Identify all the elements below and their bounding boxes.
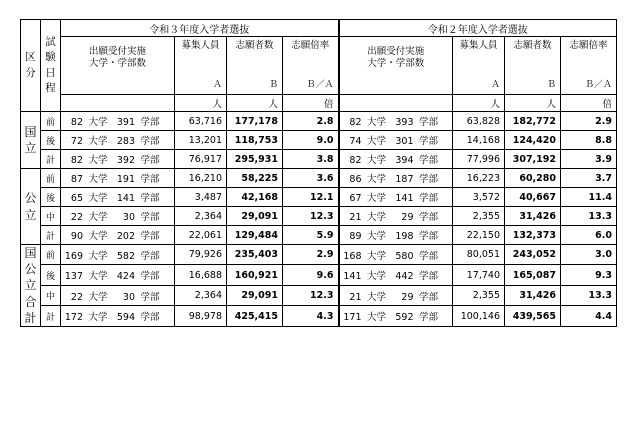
faculty-count: 283 [116,136,135,147]
ratio-cell-y21: 9.0 [283,131,339,150]
applicants-cell-y21: 129,484 [227,226,283,245]
faculty-count: 29 [401,212,414,223]
university-count: 74 [349,136,362,147]
gakubu-label: 学部 [418,174,438,185]
daigaku-label: 大学 [366,155,386,166]
applicants-cell-y21: 29,091 [227,207,283,226]
applicants-cell-y20: 182,772 [505,112,561,131]
institutions-cell-y21 [61,285,175,305]
table-row [21,150,617,169]
applicant-statistics-table [20,19,617,327]
institutions-cell-y21 [61,131,175,150]
gakubu-label: 学部 [140,136,160,147]
applicants-cell-y20: 165,087 [505,265,561,285]
applicants-cell-y21: 177,178 [227,112,283,131]
ratio-cell-y21: 2.9 [283,245,339,265]
university-count: 21 [349,291,362,303]
table-row [21,285,617,305]
schedule-mark: 計 [41,226,61,245]
applicants-cell-y20: 243,052 [505,245,561,265]
mark-ba-2020: Ｂ／Ａ [584,80,612,91]
schedule-mark: 前 [41,112,61,131]
institutions-header-2020 [339,37,453,95]
faculty-count: 198 [395,231,414,242]
table-row [21,265,617,285]
faculty-count: 191 [116,174,135,185]
applicants-cell-y21: 118,753 [227,131,283,150]
category-label: 公 立 [24,191,37,222]
capacity-cell-y21: 2,364 [175,207,227,226]
institutions-cell-y21 [61,188,175,207]
daigaku-label: 大学 [88,271,108,283]
institutions-cell-y21 [61,306,175,326]
applicants-cell-y21: 42,168 [227,188,283,207]
table-row [21,188,617,207]
institutions-header-2021-label: 出願受付実施 大学・学部数 [88,46,146,70]
university-count: 171 [343,312,362,324]
applicants-cell-y20: 307,192 [505,150,561,169]
institutions-cell-y20 [339,131,453,150]
mark-b-2020: Ｂ [546,80,556,91]
gakubu-label: 学部 [140,271,160,283]
unit-applicants-2021: 人 [227,95,283,112]
schedule-mark: 計 [41,306,61,326]
institutions-cell-y21 [61,207,175,226]
unit-applicants-2020: 人 [505,95,561,112]
mark-b-2021: Ｂ [268,80,278,91]
capacity-cell-y20: 77,996 [453,150,505,169]
table-body [21,112,617,327]
schedule-mark: 中 [41,207,61,226]
faculty-count: 394 [395,155,414,166]
daigaku-label: 大学 [366,250,386,262]
applicants-header-2020 [505,37,561,95]
unit-capacity-2020: 人 [453,95,505,112]
table-row [21,226,617,245]
capacity-cell-y21: 63,716 [175,112,227,131]
category-label: 国 公 立 合 計 [24,246,37,325]
faculty-count: 30 [122,291,135,303]
gakubu-label: 学部 [140,212,160,223]
ratio-cell-y20: 9.3 [561,265,617,285]
institutions-header-2020-label: 出願受付実施 大学・学部数 [367,46,425,70]
schedule-mark: 中 [41,285,61,305]
category-cell [21,169,41,245]
institutions-cell-y20 [339,285,453,305]
ratio-cell-y21: 12.1 [283,188,339,207]
daigaku-label: 大学 [366,174,386,185]
gakubu-label: 学部 [418,155,438,166]
capacity-cell-y20: 100,146 [453,306,505,326]
capacity-header-2021-label: 募集人員 [181,40,220,51]
ratio-cell-y21: 3.6 [283,169,339,188]
daigaku-label: 大学 [366,212,386,223]
university-count: 65 [70,193,83,204]
year-2021-header: 令和３年度入学者選抜 [61,20,339,37]
capacity-cell-y20: 2,355 [453,207,505,226]
table-row [21,131,617,150]
capacity-header-2021 [175,37,227,95]
faculty-count: 392 [116,155,135,166]
institutions-cell-y20 [339,188,453,207]
schedule-mark: 前 [41,245,61,265]
ratio-cell-y20: 8.8 [561,131,617,150]
year-2020-header: 令和２年度入学者選抜 [339,20,617,37]
unit-ratio-2021: 倍 [283,95,339,112]
gakubu-label: 学部 [418,212,438,223]
daigaku-label: 大学 [88,231,108,242]
capacity-header-2020 [453,37,505,95]
capacity-cell-y20: 16,223 [453,169,505,188]
gakubu-label: 学部 [418,117,438,128]
table-row [21,207,617,226]
applicants-cell-y20: 124,420 [505,131,561,150]
institutions-cell-y20 [339,150,453,169]
ratio-cell-y21: 12.3 [283,207,339,226]
applicants-header-2021 [227,37,283,95]
daigaku-label: 大学 [366,136,386,147]
faculty-count: 594 [116,312,135,324]
institutions-cell-y21 [61,226,175,245]
faculty-count: 424 [116,271,135,283]
category-cell [21,112,41,169]
university-count: 67 [349,193,362,204]
applicants-cell-y21: 295,931 [227,150,283,169]
faculty-count: 30 [122,212,135,223]
institutions-cell-y21 [61,112,175,131]
capacity-cell-y20: 2,355 [453,285,505,305]
university-count: 72 [70,136,83,147]
university-count: 90 [70,231,83,242]
institutions-cell-y20 [339,306,453,326]
schedule-mark: 計 [41,150,61,169]
gakubu-label: 学部 [140,174,160,185]
applicants-header-2020-label: 志願者数 [513,40,552,51]
capacity-cell-y21: 13,201 [175,131,227,150]
ratio-header-2021 [283,37,339,95]
institutions-cell-y20 [339,245,453,265]
faculty-count: 393 [395,117,414,128]
schedule-header-label: 試 験 日 程 [45,36,56,94]
capacity-cell-y21: 3,487 [175,188,227,207]
university-count: 87 [70,174,83,185]
institutions-cell-y20 [339,169,453,188]
faculty-count: 187 [395,174,414,185]
gakubu-label: 学部 [418,291,438,303]
gakubu-label: 学部 [140,117,160,128]
gakubu-label: 学部 [140,291,160,303]
category-cell [21,245,41,327]
applicants-cell-y20: 31,426 [505,285,561,305]
daigaku-label: 大学 [366,291,386,303]
capacity-cell-y20: 14,168 [453,131,505,150]
faculty-count: 580 [395,250,414,262]
gakubu-label: 学部 [418,271,438,283]
capacity-cell-y21: 16,210 [175,169,227,188]
capacity-cell-y21: 2,364 [175,285,227,305]
university-count: 22 [70,291,83,303]
university-count: 21 [349,212,362,223]
daigaku-label: 大学 [366,231,386,242]
institutions-cell-y21 [61,150,175,169]
gakubu-label: 学部 [140,193,160,204]
mark-ba-2021: Ｂ／Ａ [306,80,334,91]
university-count: 168 [343,250,362,262]
university-count: 82 [349,155,362,166]
daigaku-label: 大学 [88,212,108,223]
gakubu-label: 学部 [418,312,438,324]
ratio-cell-y20: 3.7 [561,169,617,188]
ratio-cell-y20: 3.9 [561,150,617,169]
faculty-count: 202 [116,231,135,242]
table-row [21,306,617,326]
daigaku-label: 大学 [366,193,386,204]
ratio-header-2020 [561,37,617,95]
applicants-cell-y20: 439,565 [505,306,561,326]
capacity-cell-y21: 22,061 [175,226,227,245]
gakubu-label: 学部 [140,231,160,242]
schedule-header [41,20,61,112]
unit-capacity-2021: 人 [175,95,227,112]
applicants-cell-y21: 160,921 [227,265,283,285]
applicants-header-2021-label: 志願者数 [235,40,274,51]
capacity-cell-y20: 63,828 [453,112,505,131]
institutions-cell-y21 [61,169,175,188]
institutions-cell-y21 [61,245,175,265]
unit-blank-2021 [61,95,175,112]
category-header [21,20,41,112]
university-count: 137 [64,271,83,283]
daigaku-label: 大学 [88,155,108,166]
daigaku-label: 大学 [88,136,108,147]
applicants-cell-y20: 60,280 [505,169,561,188]
ratio-cell-y20: 13.3 [561,285,617,305]
applicants-cell-y21: 58,225 [227,169,283,188]
gakubu-label: 学部 [418,231,438,242]
capacity-cell-y21: 98,978 [175,306,227,326]
faculty-count: 582 [116,250,135,262]
applicants-cell-y20: 31,426 [505,207,561,226]
table-row [21,169,617,188]
institutions-cell-y20 [339,112,453,131]
faculty-count: 391 [116,117,135,128]
mark-a-2020: Ａ [490,80,500,91]
daigaku-label: 大学 [88,174,108,185]
ratio-cell-y20: 3.0 [561,245,617,265]
schedule-mark: 後 [41,188,61,207]
ratio-cell-y20: 2.9 [561,112,617,131]
table-row [21,112,617,131]
ratio-cell-y21: 3.8 [283,150,339,169]
university-count: 89 [349,231,362,242]
capacity-cell-y20: 17,740 [453,265,505,285]
university-count: 141 [343,271,362,283]
applicants-cell-y20: 132,373 [505,226,561,245]
ratio-cell-y21: 12.3 [283,285,339,305]
university-count: 86 [349,174,362,185]
mark-a-2021: Ａ [212,80,222,91]
table-row [21,245,617,265]
institutions-cell-y20 [339,265,453,285]
university-count: 172 [64,312,83,324]
ratio-cell-y21: 5.9 [283,226,339,245]
gakubu-label: 学部 [140,312,160,324]
ratio-header-2020-label: 志願倍率 [569,40,608,51]
ratio-header-2021-label: 志願倍率 [291,40,330,51]
ratio-cell-y20: 13.3 [561,207,617,226]
capacity-cell-y21: 79,926 [175,245,227,265]
university-count: 169 [64,250,83,262]
university-count: 82 [70,117,83,128]
capacity-header-2020-label: 募集人員 [459,40,498,51]
capacity-cell-y20: 80,051 [453,245,505,265]
gakubu-label: 学部 [418,250,438,262]
unit-ratio-2020: 倍 [561,95,617,112]
gakubu-label: 学部 [418,193,438,204]
ratio-cell-y20: 4.4 [561,306,617,326]
institutions-cell-y21 [61,265,175,285]
faculty-count: 442 [395,271,414,283]
applicants-cell-y20: 40,667 [505,188,561,207]
faculty-count: 301 [395,136,414,147]
daigaku-label: 大学 [88,250,108,262]
schedule-mark: 前 [41,169,61,188]
daigaku-label: 大学 [366,271,386,283]
category-label: 国 立 [24,124,37,155]
daigaku-label: 大学 [88,193,108,204]
gakubu-label: 学部 [418,136,438,147]
university-count: 82 [349,117,362,128]
university-count: 22 [70,212,83,223]
daigaku-label: 大学 [366,312,386,324]
category-header-label: 区 分 [25,51,36,79]
capacity-cell-y21: 76,917 [175,150,227,169]
capacity-cell-y20: 22,150 [453,226,505,245]
university-count: 82 [70,155,83,166]
institutions-cell-y20 [339,207,453,226]
ratio-cell-y21: 2.8 [283,112,339,131]
ratio-cell-y20: 11.4 [561,188,617,207]
faculty-count: 29 [401,291,414,303]
gakubu-label: 学部 [140,155,160,166]
daigaku-label: 大学 [366,117,386,128]
schedule-mark: 後 [41,131,61,150]
capacity-cell-y21: 16,688 [175,265,227,285]
daigaku-label: 大学 [88,312,108,324]
ratio-cell-y21: 4.3 [283,306,339,326]
daigaku-label: 大学 [88,117,108,128]
applicants-cell-y21: 29,091 [227,285,283,305]
faculty-count: 592 [395,312,414,324]
faculty-count: 141 [395,193,414,204]
applicants-cell-y21: 235,403 [227,245,283,265]
schedule-mark: 後 [41,265,61,285]
institutions-header-2021 [61,37,175,95]
institutions-cell-y20 [339,226,453,245]
gakubu-label: 学部 [140,250,160,262]
faculty-count: 141 [116,193,135,204]
daigaku-label: 大学 [88,291,108,303]
capacity-cell-y20: 3,572 [453,188,505,207]
ratio-cell-y20: 6.0 [561,226,617,245]
applicants-cell-y21: 425,415 [227,306,283,326]
unit-blank-2020 [339,95,453,112]
ratio-cell-y21: 9.6 [283,265,339,285]
applicant-table-container [20,19,617,327]
